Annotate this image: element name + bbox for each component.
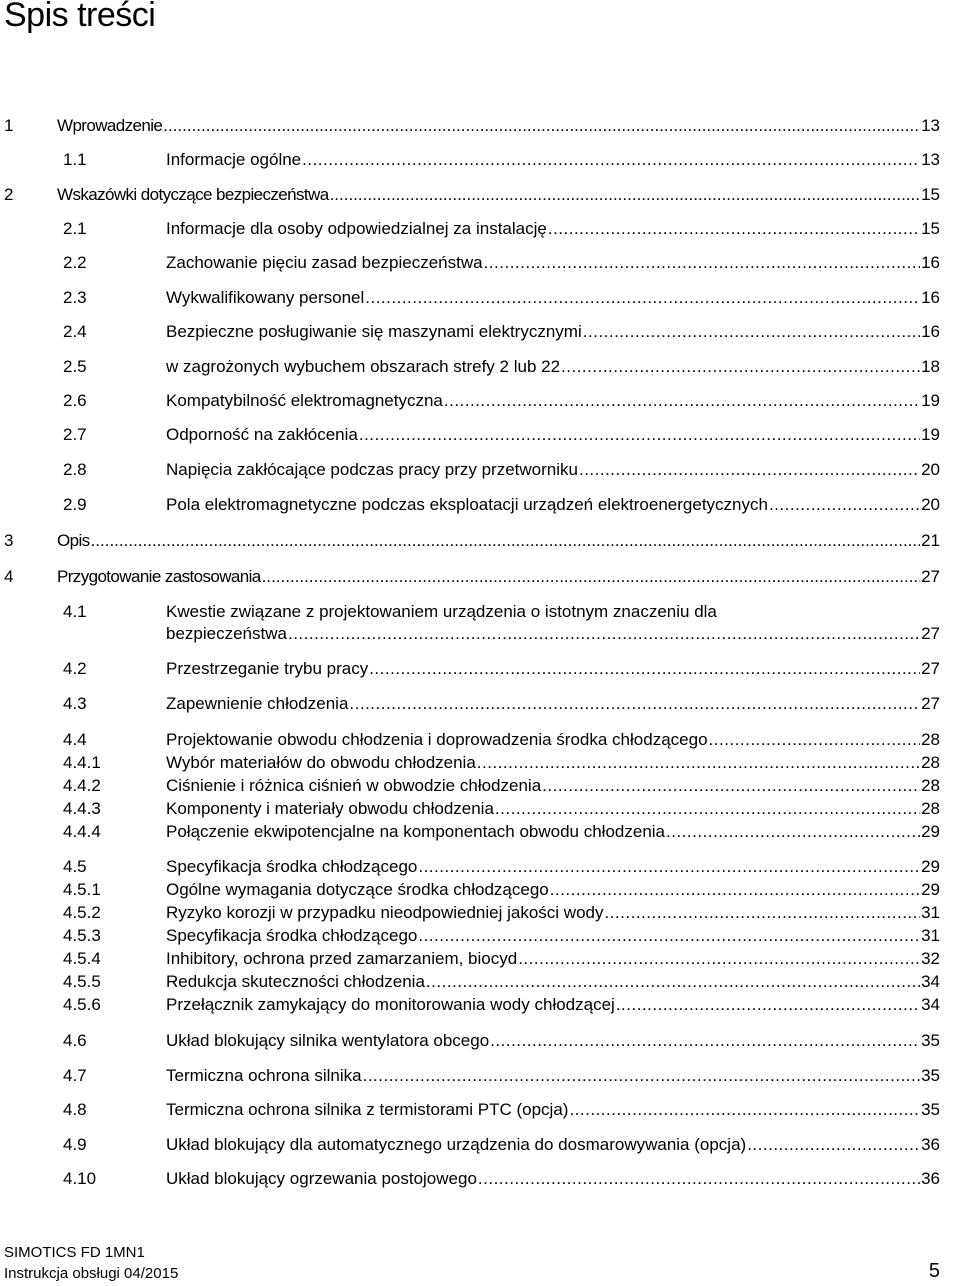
toc-title: Napięcia zakłócające podczas pracy przy przetworniku (166, 460, 578, 479)
toc-leader (91, 530, 921, 552)
toc-leader (490, 1030, 920, 1052)
toc-page: 31 (921, 926, 940, 945)
toc-leader (369, 658, 920, 680)
toc-page: 36 (921, 1169, 940, 1188)
toc-page: 28 (921, 799, 940, 818)
toc-leader (365, 287, 920, 309)
toc-title: Układ blokujący ogrzewania postojowego (166, 1169, 477, 1188)
toc-number: 4.5.2 (63, 903, 101, 922)
toc-leader (518, 948, 920, 970)
toc-leader (349, 693, 920, 715)
toc-number: 4.4 (63, 730, 87, 749)
toc-number: 4.5.4 (63, 949, 101, 968)
toc-page: 29 (921, 857, 940, 876)
toc-page: 19 (921, 391, 940, 410)
page-title: Spis treści (4, 0, 156, 34)
toc-page: 27 (921, 567, 940, 586)
toc-number: 2.2 (63, 253, 87, 272)
toc-title: Specyfikacja środka chłodzącego (166, 857, 418, 876)
toc-number: 4.5.1 (63, 880, 101, 899)
toc-page: 15 (921, 219, 940, 238)
toc-number: 4.4.1 (63, 753, 101, 772)
toc-leader (548, 218, 920, 240)
toc-page: 35 (921, 1100, 940, 1119)
toc-page: 20 (921, 460, 940, 479)
toc-page: 29 (921, 880, 940, 899)
toc-leader (302, 149, 920, 171)
toc-page: 27 (921, 659, 940, 678)
toc-page: 31 (921, 903, 940, 922)
toc-number: 4.10 (63, 1169, 97, 1188)
toc-leader (444, 390, 920, 412)
footer-product: SIMOTICS FD 1MN1 (4, 1244, 145, 1261)
footer-manual: Instrukcja obsługi 04/2015 (4, 1265, 179, 1282)
toc-leader (262, 566, 920, 588)
toc-page: 18 (921, 357, 940, 376)
toc-title: Redukcja skuteczności chłodzenia (166, 972, 425, 991)
toc-title-line1: Kwestie związane z projektowaniem urządzenia o istotnym znaczeniu dla (166, 602, 717, 621)
toc-title: Kompatybilność elektromagnetyczna (166, 391, 443, 410)
toc-title: Pola elektromagnetyczne podczas eksploatacji urządzeń elektroenergetycznych (166, 495, 768, 514)
toc-title: Ciśnienie i różnica ciśnień w obwodzie chłodzenia (166, 776, 542, 795)
toc-leader (583, 321, 920, 343)
toc-number: 4.6 (63, 1031, 87, 1050)
toc-title-line2: bezpieczeństwa (166, 624, 287, 643)
toc-title: Komponenty i materiały obwodu chłodzenia (166, 799, 494, 818)
toc-number: 2 (4, 185, 14, 204)
toc-title: Przestrzeganie trybu pracy (166, 659, 369, 678)
toc-number: 4.2 (63, 659, 87, 678)
toc-title: Zapewnienie chłodzenia (166, 694, 349, 713)
toc-leader (666, 821, 920, 843)
toc-number: 2.7 (63, 425, 87, 444)
toc-title: Układ blokujący silnika wentylatora obcego (166, 1031, 490, 1050)
toc-title: Ryzyko korozji w przypadku nieodpowiedniej jakości wody (166, 903, 604, 922)
toc-title: Przełącznik zamykający do monitorowania wody chłodzącej (166, 995, 615, 1014)
toc-title: Termiczna ochrona silnika (166, 1066, 362, 1085)
toc-title: Odporność na zakłócenia (166, 425, 358, 444)
toc-number: 2.6 (63, 391, 87, 410)
toc-page: 21 (921, 531, 940, 550)
toc-number: 4.4.2 (63, 776, 101, 795)
toc-title: Ogólne wymagania dotyczące środka chłodzącego (166, 880, 549, 899)
toc-number: 2.1 (63, 219, 87, 238)
toc-number: 4.1 (63, 602, 87, 621)
toc-number: 4.4.4 (63, 822, 101, 841)
toc-title: Wykwalifikowany personel (166, 288, 365, 307)
toc-page: 27 (921, 624, 940, 643)
toc-page: 27 (921, 694, 940, 713)
toc-leader (288, 623, 920, 645)
toc-leader (561, 356, 920, 378)
toc-page: 16 (921, 322, 940, 341)
page-number: 5 (928, 1260, 940, 1282)
toc-title: Układ blokujący dla automatycznego urządzenia do dosmarowywania (opcja) (166, 1135, 747, 1154)
toc-number: 2.8 (63, 460, 87, 479)
toc-leader (495, 798, 920, 820)
toc-leader (426, 971, 920, 993)
toc-title: Specyfikacja środka chłodzącego (166, 926, 418, 945)
toc-page: 34 (921, 972, 940, 991)
toc-number: 4.5 (63, 857, 87, 876)
toc-leader (542, 775, 920, 797)
toc-title: Wybór materiałów do obwodu chłodzenia (166, 753, 476, 772)
toc-title: Połączenie ekwipotencjalne na komponentach obwodu chłodzenia (166, 822, 666, 841)
toc-number: 1.1 (63, 150, 87, 169)
toc-leader (418, 856, 920, 878)
toc-leader (163, 115, 920, 137)
toc-page: 16 (921, 288, 940, 307)
toc-leader (579, 459, 920, 481)
toc-number: 4.4.3 (63, 799, 101, 818)
toc-page: 34 (921, 995, 940, 1014)
toc-page: 28 (921, 776, 940, 795)
toc-number: 4.5.6 (63, 995, 101, 1014)
toc-leader (363, 1065, 920, 1087)
toc-leader (747, 1134, 920, 1156)
toc-title: Zachowanie pięciu zasad bezpieczeństwa (166, 253, 483, 272)
toc-leader (769, 494, 920, 516)
toc-leader (359, 424, 920, 446)
toc-title: w zagrożonych wybuchem obszarach strefy 2 lub 22 (166, 357, 561, 376)
toc-title: Bezpieczne posługiwanie się maszynami elektrycznymi (166, 322, 582, 341)
toc-number: 4.5.3 (63, 926, 101, 945)
toc-page: 36 (921, 1135, 940, 1154)
toc-number: 4.8 (63, 1100, 87, 1119)
toc-number: 4.3 (63, 694, 87, 713)
toc-number: 2.3 (63, 288, 87, 307)
toc-page: 32 (921, 949, 940, 968)
toc-page: 28 (921, 730, 940, 749)
toc-page: 15 (921, 185, 940, 204)
toc-leader (569, 1099, 920, 1121)
toc-title: Informacje ogólne (166, 150, 302, 169)
toc-leader (604, 902, 920, 924)
toc-page: 13 (921, 116, 940, 135)
toc-page: 19 (921, 425, 940, 444)
toc-number: 4.7 (63, 1066, 87, 1085)
toc-page: 16 (921, 253, 940, 272)
toc-number: 4.9 (63, 1135, 87, 1154)
toc-title: Informacje dla osoby odpowiedzialnej za instalację (166, 219, 547, 238)
toc-leader (616, 994, 920, 1016)
toc-title: Projektowanie obwodu chłodzenia i doprowadzenia środka chłodzącego (166, 730, 708, 749)
toc-leader (330, 184, 921, 206)
toc-page: 13 (921, 150, 940, 169)
toc-title: Wskazówki dotyczące bezpieczeństwa (57, 185, 329, 204)
toc-number: 3 (4, 531, 14, 550)
toc-title: Inhibitory, ochrona przed zamarzaniem, biocyd (166, 949, 518, 968)
toc-number: 2.4 (63, 322, 87, 341)
toc-number: 4 (4, 567, 14, 586)
toc-leader (709, 729, 921, 751)
toc-leader (477, 752, 920, 774)
toc-page: 29 (921, 822, 940, 841)
toc-number: 1 (4, 116, 14, 135)
toc-page: 20 (921, 495, 940, 514)
toc-title: Opis (57, 531, 90, 550)
toc-page: 28 (921, 753, 940, 772)
toc-page: 35 (921, 1066, 940, 1085)
toc-page: 35 (921, 1031, 940, 1050)
toc-number: 4.5.5 (63, 972, 101, 991)
toc-leader (418, 925, 920, 947)
toc-title: Termiczna ochrona silnika z termistorami PTC (opcja) (166, 1100, 569, 1119)
toc-leader (484, 252, 921, 274)
toc-leader (478, 1168, 920, 1190)
toc-number: 2.5 (63, 357, 87, 376)
toc-number: 2.9 (63, 495, 87, 514)
toc-leader (550, 879, 920, 901)
toc-title: Wprowadzenie (57, 116, 163, 135)
toc-title: Przygotowanie zastosowania (57, 567, 261, 586)
